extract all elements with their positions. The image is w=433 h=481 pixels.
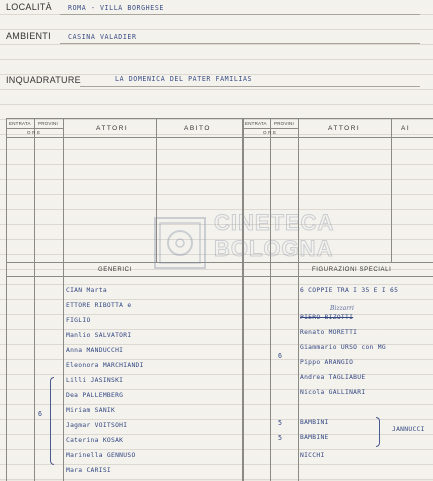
- list-item: FIGLIO: [66, 317, 91, 324]
- list-item: Nicola GALLINARI: [300, 389, 366, 396]
- list-item: Marinella GENNUSO: [66, 452, 136, 459]
- inquadrature-value: LA DOMENICA DEL PATER FAMILIAS: [115, 75, 253, 83]
- nicchi: NICCHI: [300, 452, 325, 459]
- watermark-line2: BOLOGNA: [214, 236, 334, 261]
- ore-header-2: O R E: [263, 130, 277, 135]
- list-item: ETTORE RIBOTTA e: [66, 302, 132, 309]
- list-item: Mara CARISI: [66, 467, 112, 474]
- inquadrature-line: [80, 86, 420, 87]
- entrata-header: ENTRATA: [9, 121, 31, 126]
- col-line: [242, 119, 244, 481]
- bambine-count: 5: [278, 434, 282, 442]
- col-line: [270, 119, 271, 481]
- list-item: Anna MANDUCCHI: [66, 347, 124, 354]
- figurazioni-count: 6: [278, 352, 282, 360]
- ambienti-label: AMBIENTI: [6, 31, 51, 41]
- handwritten-note: Bizzarri: [330, 305, 354, 312]
- abito-header-2: AI: [401, 125, 411, 132]
- col-line: [63, 119, 64, 481]
- attori-header-2: ATTORI: [328, 125, 361, 132]
- cineteca-watermark: [152, 209, 348, 279]
- list-item: Renato MORETTI: [300, 329, 358, 336]
- localita-line: [60, 14, 420, 15]
- col-line: [298, 119, 299, 481]
- row-line: [6, 128, 63, 129]
- bambini-brace: [376, 417, 380, 447]
- list-item: PIERO BIZOTTI: [300, 314, 354, 321]
- col-line: [34, 119, 35, 481]
- generici-header: GENERICI: [98, 267, 132, 273]
- list-item: Jagmar VOITSOHI: [66, 422, 128, 429]
- figurazioni-header: FIGURAZIONI SPECIALI: [312, 267, 392, 273]
- list-item: Miriam SANIK: [66, 407, 116, 414]
- figurazioni-top-line: 6 COPPIE TRA I 35 E I 65: [300, 287, 399, 294]
- list-item: Manlio SALVATORI: [66, 332, 132, 339]
- list-item: Lilli JASINSKI: [66, 377, 124, 384]
- entrata-header-2: ENTRATA: [245, 121, 267, 126]
- ambienti-value: CASINA VALADIER: [68, 33, 137, 41]
- bambini-label: BAMBINI: [300, 419, 329, 426]
- ore-header: O R E: [27, 130, 41, 135]
- ambienti-line: [60, 43, 420, 44]
- row-line: [242, 128, 298, 129]
- generici-brace: [50, 377, 54, 465]
- generici-count: 6: [38, 410, 42, 418]
- watermark-line1: CINETECA: [214, 210, 335, 235]
- list-item: Eleonora MARCHIANDI: [66, 362, 144, 369]
- col-line: [6, 119, 7, 481]
- list-item: CIAN Marta: [66, 287, 107, 294]
- list-item: Caterina KOSAK: [66, 437, 124, 444]
- localita-label: LOCALITÀ: [6, 2, 52, 12]
- abito-header: ABITO: [184, 125, 211, 132]
- col-line: [391, 119, 392, 262]
- attori-header: ATTORI: [96, 125, 129, 132]
- bambini-count: 5: [278, 419, 282, 427]
- list-item: Andrea TAGLIABUE: [300, 374, 366, 381]
- provini-header: PROVINI: [38, 121, 58, 126]
- localita-value: ROMA - VILLA BORGHESE: [68, 4, 164, 12]
- jannucci: JANNUCCI: [392, 426, 425, 433]
- list-item: Pippo ARANGIO: [300, 359, 354, 366]
- row-line: [6, 137, 433, 138]
- film-reel-icon: [152, 215, 208, 271]
- list-item: Dea PALLEMBERG: [66, 392, 124, 399]
- list-item: Giammario URSO con MG: [300, 344, 386, 351]
- inquadrature-label: INQUADRATURE: [6, 75, 81, 85]
- provini-header-2: PROVINI: [274, 121, 294, 126]
- bambine-label: BAMBINE: [300, 434, 329, 441]
